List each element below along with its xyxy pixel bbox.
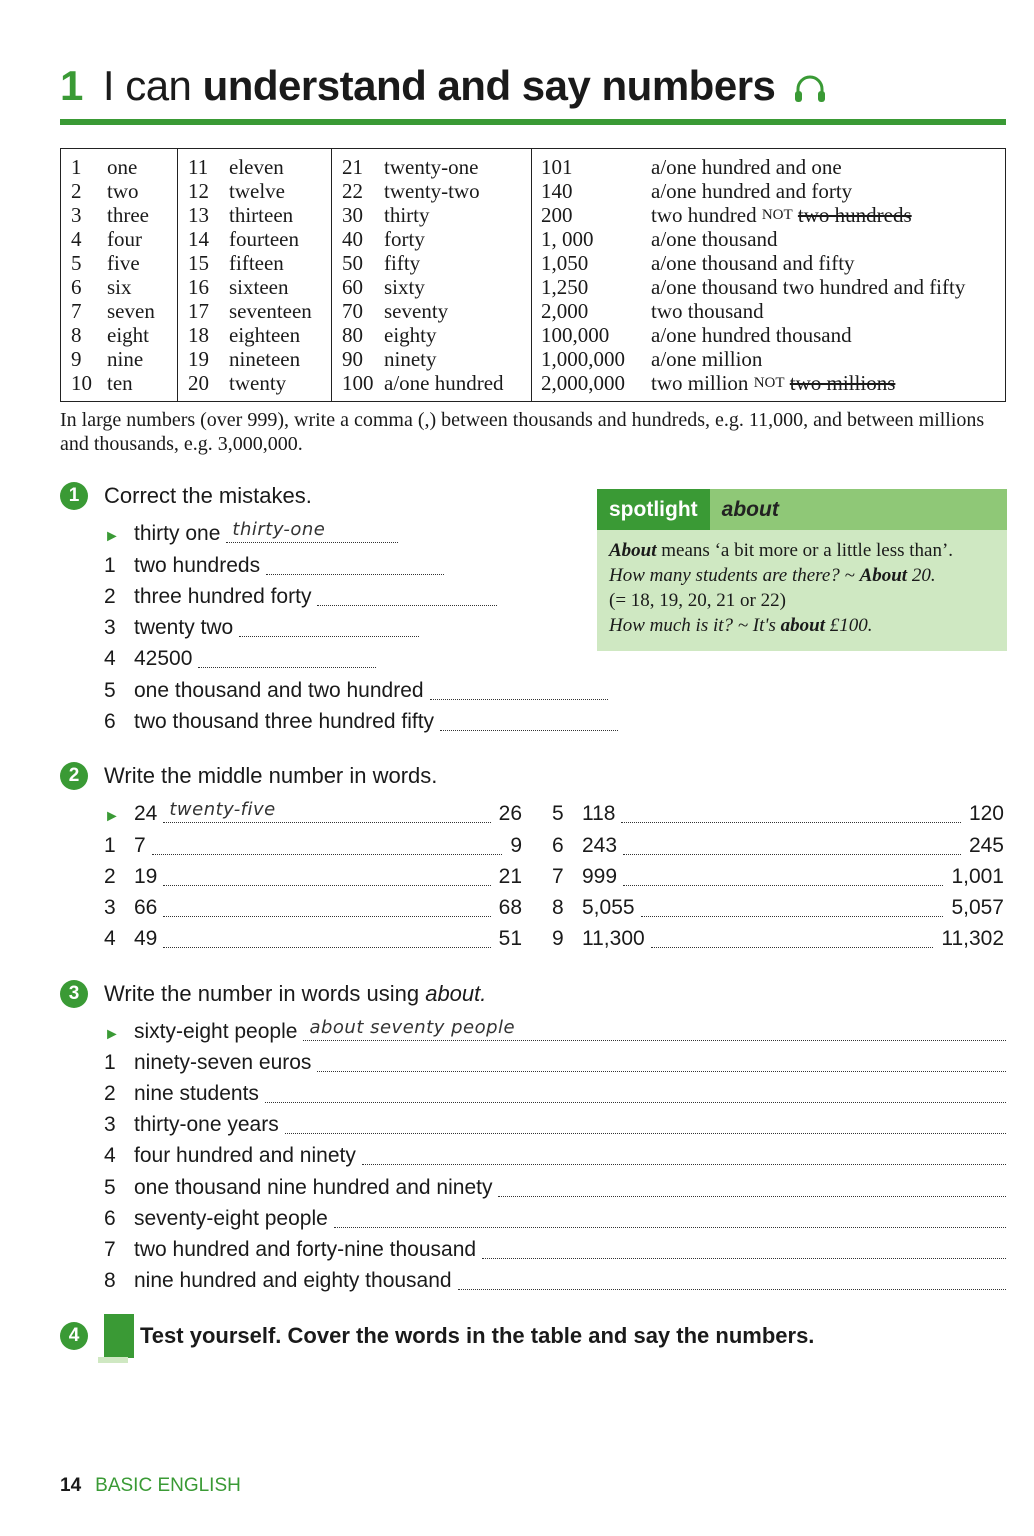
table-row: 2 two [71,179,139,203]
title-part2: understand and say numbers [202,62,776,109]
list-item: 6 two thousand three hundred fifty [104,706,618,734]
answer-blank[interactable]: twenty-five [163,800,490,823]
cover-book-icon [104,1314,134,1358]
table-row: 1 one [71,155,138,179]
answer-blank[interactable] [641,894,944,917]
table-column-3 [332,149,532,401]
table-row: 30 thirty [342,203,430,227]
exercise-1-heading: 1 Correct the mistakes. [60,482,312,510]
title-part1: I can [102,62,192,109]
answer-blank[interactable] [623,832,961,855]
answer-blank[interactable] [265,1080,1006,1103]
answer-blank[interactable] [198,645,376,668]
answer-blank[interactable] [651,925,934,948]
table-row: 3 three [71,203,149,227]
answer-blank[interactable]: about seventy people [303,1018,1006,1041]
spotlight-box [597,489,1007,651]
table-row: 1,050 a/one thousand and fifty [541,251,855,275]
list-item: 5 one thousand nine hundred and ninety [104,1172,1006,1200]
exercise-1-example: ► thirty one thirty-one [104,518,398,546]
table-column-2 [178,149,332,401]
table-row: 12 twelve [188,179,285,203]
exercise-2-heading: 2 Write the middle number in words. [60,762,437,790]
page-title [60,62,827,110]
table-row: 4 four [71,227,142,251]
answer-blank[interactable] [317,1049,1006,1072]
page-footer [60,1475,241,1497]
answer-blank[interactable] [334,1205,1006,1228]
list-item: 2 nine students [104,1078,1006,1106]
exercise-2-example: ► 24 twenty-five 26 [104,799,522,825]
book-title: BASIC ENGLISH [95,1475,241,1496]
table-row: 101 a/one hundred and one [541,155,842,179]
list-item: 6 243 245 [552,834,1004,857]
list-item: 8 5,055 5,057 [552,896,1004,919]
comma-note: In large numbers (over 999), write a comma (,) between thousands and hundreds, e.g. 11,000, and between millions and thousands, e.g. 3,000,000. [60,409,985,455]
answer-blank[interactable] [163,863,490,886]
list-item: 2 19 21 [104,865,522,888]
table-row: 6 six [71,275,132,299]
exercise-4-heading: 4 Test yourself. Cover the words in the table and say the numbers. [60,1314,814,1358]
spotlight-header: spotlight about [597,489,1007,530]
table-row: 2,000 two thousand [541,299,764,323]
table-row: 60 sixty [342,275,425,299]
answer-blank[interactable] [482,1236,1006,1259]
table-column-4 [532,149,1004,401]
table-row: 15 fifteen [188,251,284,275]
table-row: 20 twenty [188,371,287,395]
table-row: 9 nine [71,347,144,371]
answer-blank[interactable] [362,1142,1006,1165]
numbers-table [60,148,1006,402]
table-row: 18 eighteen [188,323,301,347]
example-arrow-icon: ► [104,528,120,545]
example-arrow-icon: ► [104,808,120,825]
table-row: 1, 000 a/one thousand [541,227,778,251]
table-row: 140 a/one hundred and forty [541,179,853,203]
table-row: 200 two hundred NOT two hundreds [541,203,912,227]
answer-blank[interactable] [163,925,490,948]
list-item: 2 three hundred forty [104,581,497,609]
table-row: 40 forty [342,227,425,251]
list-item: 7 two hundred and forty-nine thousand [104,1234,1006,1262]
table-row: 100,000 a/one hundred thousand [541,323,852,347]
table-column-1 [61,149,178,401]
table-row: 19 nineteen [188,347,301,371]
list-item: 4 four hundred and ninety [104,1140,1006,1168]
answer-blank[interactable] [152,832,503,855]
table-row: 13 thirteen [188,203,294,227]
title-rule [60,119,1006,125]
list-item: 3 66 68 [104,896,522,919]
table-row: 100 a/one hundred [342,371,504,395]
answer-blank[interactable] [239,614,419,637]
table-row: 80 eighty [342,323,437,347]
table-row: 21 twenty-one [342,155,479,179]
list-item: 6 seventy-eight people [104,1203,1006,1231]
exercise-3-example: ► sixty-eight people about seventy people [104,1016,1006,1044]
table-row: 50 fifty [342,251,421,275]
answer-blank[interactable] [266,552,444,575]
answer-blank[interactable] [163,894,490,917]
table-row: 70 seventy [342,299,449,323]
table-row: 8 eight [71,323,149,347]
exercise-badge: 1 [60,482,88,510]
list-item: 1 7 9 [104,834,522,857]
answer-blank[interactable] [285,1111,1006,1134]
list-item: 3 twenty two [104,612,419,640]
answer-blank[interactable] [498,1174,1006,1197]
answer-blank[interactable] [621,800,960,823]
exercise-3-heading: 3 Write the number in words using about. [60,980,486,1008]
example-arrow-icon: ► [104,1026,120,1043]
table-row: 1,250 a/one thousand two hundred and fifty [541,275,966,299]
list-item: 7 999 1,001 [552,865,1004,888]
table-row: 14 fourteen [188,227,299,251]
table-row: 22 twenty-two [342,179,480,203]
answer-blank[interactable] [317,583,497,606]
unit-number: 1 [60,62,83,109]
answer-blank[interactable] [458,1267,1006,1290]
answer-blank[interactable] [623,863,943,886]
list-item: 5 one thousand and two hundred [104,675,608,703]
table-row: 10 ten [71,371,133,395]
list-item: 1 ninety-seven euros [104,1047,1006,1075]
table-row: 11 eleven [188,155,284,179]
list-item: 3 thirty-one years [104,1109,1006,1137]
list-item: 9 11,300 11,302 [552,927,1004,950]
table-row: 7 seven [71,299,155,323]
list-item: 8 nine hundred and eighty thousand [104,1265,1006,1293]
list-item: 1 two hundreds [104,550,444,578]
spotlight-body: About means ‘a bit more or a little less than’. How many students are there? ~ About 20. (= 18, 19, 20, 21 or 22) How much is it? ~ It's about £100. [609,540,954,636]
list-item: 4 42500 [104,643,376,671]
list-item: 4 49 51 [104,927,522,950]
list-item: 5 118 120 [552,802,1004,825]
table-row: 90 ninety [342,347,437,371]
table-row: 1,000,000 a/one million [541,347,763,371]
table-row: 17 seventeen [188,299,312,323]
answer-blank[interactable] [440,708,618,731]
answer-blank[interactable]: thirty-one [226,520,398,543]
table-row: 5 five [71,251,140,275]
table-row: 2,000,000 two million NOT two millions [541,371,896,395]
headphones-icon[interactable] [793,74,827,104]
table-row: 16 sixteen [188,275,289,299]
answer-blank[interactable] [430,677,608,700]
page-number: 14 [60,1475,82,1496]
